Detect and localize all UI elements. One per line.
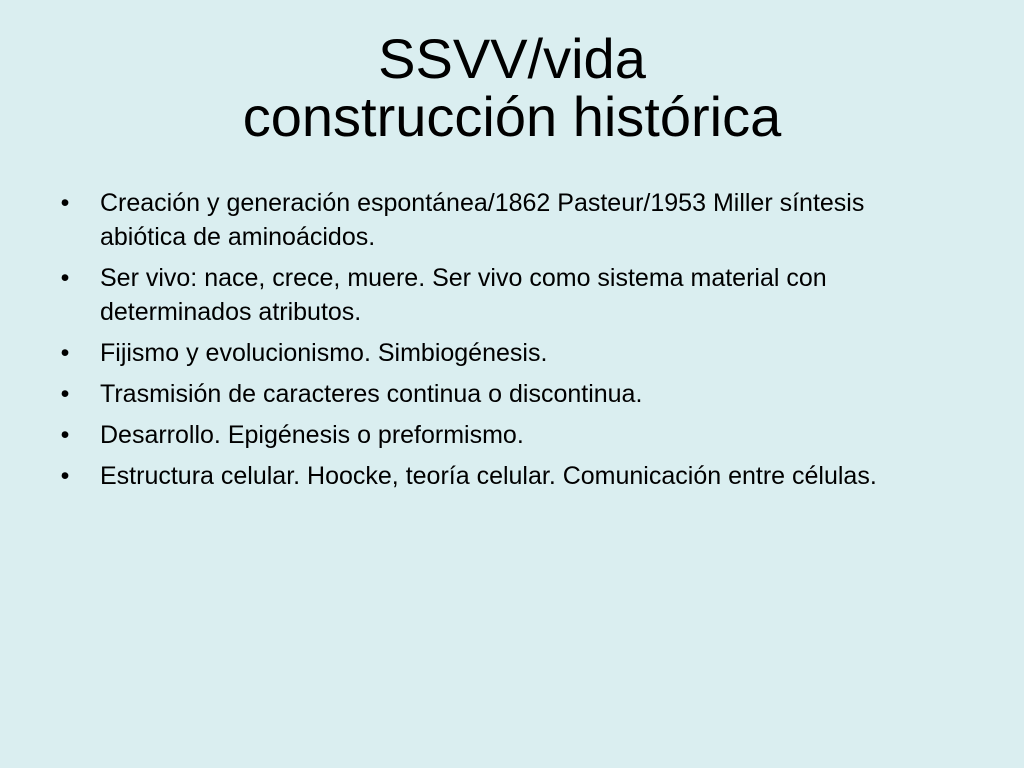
slide-title — [0, 27, 1024, 148]
bullet-text-3: Fijismo y evolucionismo. Simbiogénesis. — [100, 339, 548, 367]
bullet-icon: • — [60, 380, 70, 408]
bullet-icon: • — [60, 462, 70, 490]
bullet-icon: • — [60, 189, 70, 217]
bullet-item-3 — [55, 336, 935, 370]
title-line-2: construcción histórica — [242, 85, 782, 148]
bullet-text-5: Desarrollo. Epigénesis o preformismo. — [100, 421, 524, 449]
bullet-list — [55, 186, 935, 500]
bullet-text-2: Ser vivo: nace, crece, muere. Ser vivo como sistema material con determinados atributos. — [100, 264, 827, 326]
bullet-item-1 — [55, 186, 935, 254]
bullet-item-6 — [55, 459, 935, 493]
bullet-item-2 — [55, 261, 935, 329]
bullet-text-4: Trasmisión de caracteres continua o discontinua. — [100, 380, 643, 408]
title-line-1: SSVV/vida — [378, 27, 646, 90]
bullet-icon: • — [60, 421, 70, 449]
bullet-icon: • — [60, 264, 70, 292]
bullet-text-1: Creación y generación espontánea/1862 Pasteur/1953 Miller síntesis abiótica de aminoácidos. — [100, 189, 865, 251]
bullet-item-4 — [55, 377, 935, 411]
bullet-text-6: Estructura celular. Hoocke, teoría celular. Comunicación entre células. — [100, 462, 877, 490]
bullet-item-5 — [55, 418, 935, 452]
bullet-icon: • — [60, 339, 70, 367]
